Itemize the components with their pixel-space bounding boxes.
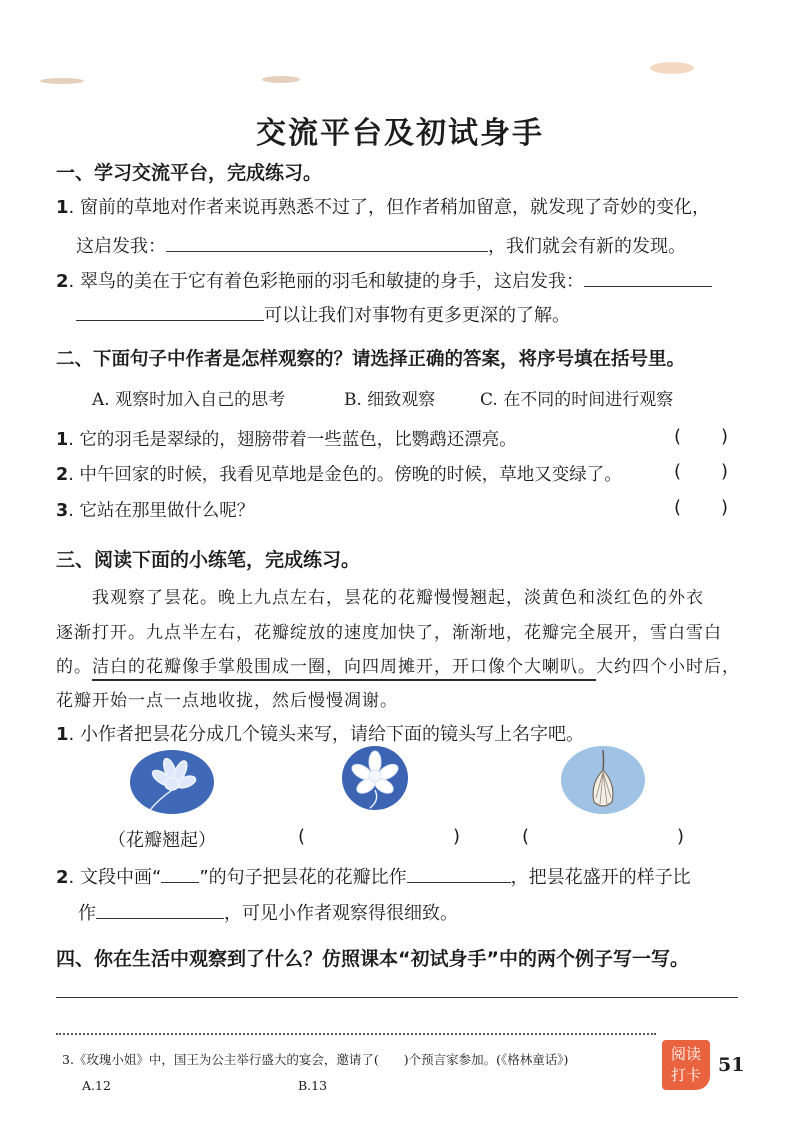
q2-number: 2 xyxy=(56,271,69,292)
flower-image-petals-rising xyxy=(128,748,216,816)
caption3-open: ( xyxy=(522,826,530,847)
q1-prompt: 这启发我： xyxy=(76,236,166,257)
q1-number: 1 xyxy=(56,197,69,218)
s3-q2-answer-blank-1[interactable] xyxy=(407,862,511,883)
reading-para-line1: 我观察了昙花。晚上九点左右，昙花的花瓣慢慢翘起，淡黄色和淡红色的外衣 xyxy=(92,588,704,608)
para-line3-end: 大约四个小时后， xyxy=(596,657,740,677)
decorative-brush-stroke-left xyxy=(40,78,84,84)
paren-close: ) xyxy=(721,426,729,447)
section3-q2-line2 xyxy=(78,898,458,925)
page-number: 51 xyxy=(718,1054,745,1076)
footer-option-b: B.13 xyxy=(298,1078,328,1093)
caption2-close: ) xyxy=(453,826,461,847)
section3-q1 xyxy=(56,720,584,746)
paren-open: ( xyxy=(674,497,682,518)
writing-line[interactable] xyxy=(56,997,738,998)
caption3-close: ) xyxy=(677,826,685,847)
paren-open: ( xyxy=(674,461,682,482)
reading-para-line2: 逐渐打开。九点半左右，花瓣绽放的速度加快了，渐渐地，花瓣完全展开，雪白雪白 xyxy=(56,623,722,643)
s2-q3-number: 3 xyxy=(56,501,69,521)
s3-q2-part-d: 作 xyxy=(78,903,96,924)
section3-heading: 三、阅读下面的小练笔，完成练习。 xyxy=(56,549,361,571)
s2-q2-answer-paren[interactable] xyxy=(674,461,728,482)
option-b: B. 细致观察 xyxy=(344,390,436,410)
caption2-open: ( xyxy=(298,826,306,847)
section1-q1-line1 xyxy=(56,193,710,219)
q1-text: . 窗前的草地对作者来说再熟悉不过了，但作者稍加留意，就发现了奇妙的变化， xyxy=(68,197,710,218)
paren-close: ) xyxy=(721,461,729,482)
section1-q2-line1 xyxy=(56,266,712,293)
s3-q2-answer-blank-2[interactable] xyxy=(96,898,224,919)
option-c: C. 在不同的时间进行观察 xyxy=(480,390,674,410)
decorative-brush-stroke-center xyxy=(262,76,300,83)
option-a: A. 观察时加入自己的思考 xyxy=(92,390,286,410)
s3-q2-number: 2 xyxy=(56,867,69,888)
footer-option-a: A.12 xyxy=(82,1078,111,1093)
reading-para-line3 xyxy=(56,652,740,677)
s3-q2-part-c: ，把昙花盛开的样子比 xyxy=(510,867,691,888)
q2-suffix: 可以让我们对事物有更多更深的了解。 xyxy=(264,305,570,326)
s2-q3-text: . 它站在那里做什么呢？ xyxy=(68,501,255,521)
page-title: 交流平台及初试身手 xyxy=(256,116,544,151)
s3-q1-number: 1 xyxy=(56,724,69,745)
section1-q2-line2 xyxy=(76,300,570,327)
flower-image-full-bloom xyxy=(340,744,410,812)
paren-open: ( xyxy=(674,426,682,447)
s2-q1-answer-paren[interactable] xyxy=(674,426,728,447)
s2-q1-number: 1 xyxy=(56,430,69,450)
section2-q2 xyxy=(56,461,622,486)
q1-suffix: ，我们就会有新的发现。 xyxy=(488,236,686,257)
s3-q2-part-a: . 文段中画“ xyxy=(68,867,162,888)
s2-q1-text: . 它的羽毛是翠绿的，翅膀带着一些蓝色，比鹦鹉还漂亮。 xyxy=(68,430,517,450)
para-line3-start: 的。 xyxy=(56,657,92,677)
badge-line1: 阅读 xyxy=(670,1045,701,1063)
section3-q2-line1 xyxy=(56,862,691,889)
footer-question: 3.《玫瑰小姐》中，国王为公主举行盛大的宴会，邀请了( )个预言家参加。(《格林童话》) xyxy=(62,1052,569,1067)
s3-q2-part-e: ，可见小作者观察得很细致。 xyxy=(224,903,458,924)
section2-q3 xyxy=(56,497,254,522)
caption-1: （花瓣翘起） xyxy=(108,830,216,851)
section2-q1 xyxy=(56,426,517,451)
caption-3-blank[interactable] xyxy=(522,826,684,847)
q2-answer-blank-1[interactable] xyxy=(584,266,712,287)
s2-q2-text: . 中午回家的时候，我看见草地是金色的。傍晚的时候，草地又变绿了。 xyxy=(68,465,622,485)
s3-q2-part-b: ”的句子把昙花的花瓣比作 xyxy=(199,867,407,888)
section1-q1-line2 xyxy=(76,231,686,258)
section2-heading: 二、下面句子中作者是怎样观察的？请选择正确的答案，将序号填在括号里。 xyxy=(56,349,686,370)
q1-answer-blank[interactable] xyxy=(166,231,488,252)
badge-line2: 打卡 xyxy=(670,1066,701,1084)
caption-2-blank[interactable] xyxy=(298,826,460,847)
decorative-brush-stroke-right xyxy=(650,62,694,74)
s2-q3-answer-paren[interactable] xyxy=(674,497,728,518)
section4-heading: 四、你在生活中观察到了什么？仿照课本“初试身手”中的两个例子写一写。 xyxy=(56,948,689,970)
s2-q2-number: 2 xyxy=(56,465,69,485)
underlined-sentence: 洁白的花瓣像手掌般围成一圈，向四周摊开，开口像个大喇叭。 xyxy=(92,657,596,681)
q2-answer-blank-2[interactable] xyxy=(76,300,264,321)
section1-heading: 一、学习交流平台，完成练习。 xyxy=(56,162,323,184)
underline-mark-sample xyxy=(161,862,199,883)
s3-q1-text: . 小作者把昙花分成几个镜头来写，请给下面的镜头写上名字吧。 xyxy=(68,724,584,745)
q2-text: . 翠鸟的美在于它有着色彩艳丽的羽毛和敏捷的身手，这启发我： xyxy=(68,271,584,292)
paren-close: ) xyxy=(721,497,729,518)
reading-para-line4: 花瓣开始一点一点地收拢，然后慢慢凋谢。 xyxy=(56,691,398,711)
flower-image-wilting xyxy=(560,744,646,816)
reading-checkin-badge xyxy=(662,1040,710,1090)
flower3-stem xyxy=(603,750,604,770)
footer-dotted-divider xyxy=(56,1033,656,1035)
